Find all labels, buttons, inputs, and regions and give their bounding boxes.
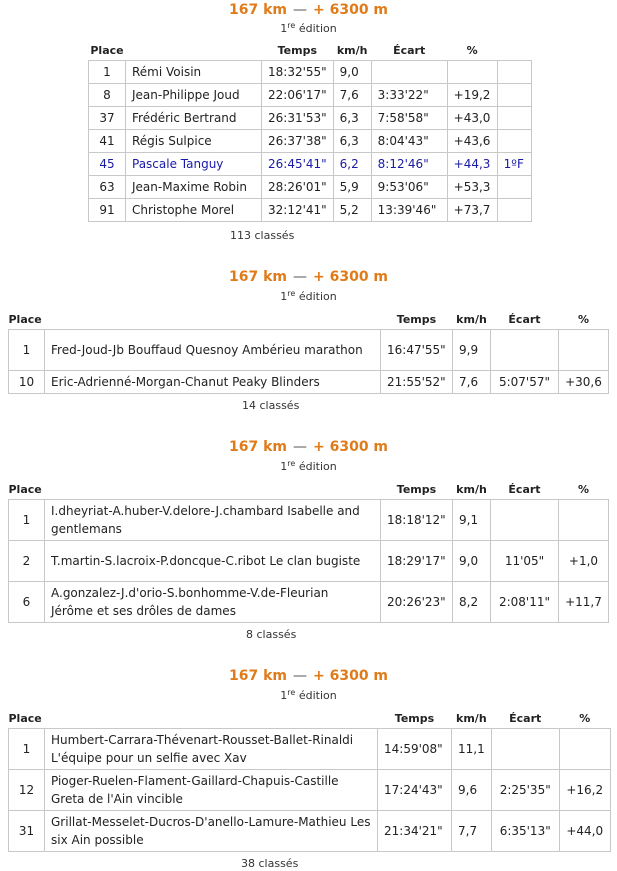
section-3-distance: 167 km (228, 439, 287, 455)
cell-name: Rémi Voisin (126, 61, 262, 84)
cell-kmh: 7,6 (453, 371, 491, 394)
section-4-edition-num: 1 (280, 689, 288, 702)
table-row (89, 130, 532, 153)
section-2-edition-sup: re (287, 289, 296, 298)
cell-extra (497, 130, 531, 153)
table-row (9, 729, 611, 770)
cell-pct (447, 61, 497, 84)
cell-kmh: 11,1 (452, 729, 492, 770)
table-row (89, 84, 532, 107)
cell-place: 31 (9, 811, 45, 852)
cell-kmh: 5,9 (333, 176, 371, 199)
header-temps: Temps (378, 708, 452, 729)
section-4-classified-count: 38 classés (241, 857, 299, 870)
header-ecart: Écart (491, 309, 559, 330)
table-row (9, 371, 609, 394)
cell-extra (497, 61, 531, 84)
section-4-edition (0, 689, 617, 703)
section-1-edition-num: 1 (280, 22, 288, 35)
cell-kmh: 9,9 (453, 330, 491, 371)
header-name (126, 40, 262, 61)
table-2-header-row (9, 309, 609, 330)
header-pct: % (447, 40, 497, 61)
section-1-distance: 167 km (228, 2, 287, 18)
cell-ecart: 3:33'22" (371, 84, 447, 107)
cell-temps: 17:24'43" (378, 770, 452, 811)
header-kmh: km/h (452, 708, 492, 729)
cell-kmh: 8,2 (453, 582, 491, 623)
cell-ecart: 9:53'06" (371, 176, 447, 199)
cell-extra (497, 176, 531, 199)
cell-ecart: 13:39'46" (371, 199, 447, 222)
table-row (9, 330, 609, 371)
section-4-edition-sup: re (287, 688, 296, 697)
header-place: Place (89, 40, 126, 61)
section-4-distance: 167 km (228, 668, 287, 684)
cell-extra (497, 107, 531, 130)
section-3-edition-num: 1 (280, 460, 288, 473)
cell-pct: +53,3 (447, 176, 497, 199)
section-1-title (0, 1, 617, 19)
header-kmh: km/h (453, 309, 491, 330)
section-2-distance: 167 km (228, 269, 287, 285)
cell-kmh: 9,0 (453, 541, 491, 582)
cell-ecart: 2:25'35" (491, 770, 559, 811)
section-2-dash: — (292, 269, 307, 285)
cell-ecart: 8:12'46" (371, 153, 447, 176)
cell-temps: 26:31'53" (262, 107, 334, 130)
section-3-classified-count: 8 classés (246, 628, 297, 641)
section-3-edition-sup: re (287, 459, 296, 468)
table-4-header-row (9, 708, 611, 729)
section-2-elevation: + 6300 m (312, 269, 389, 285)
section-1-dash: — (292, 2, 307, 18)
table-row (89, 199, 532, 222)
header-ecart: Écart (371, 40, 447, 61)
results-table-1 (88, 40, 532, 222)
header-place: Place (9, 708, 45, 729)
table-row-highlighted (89, 153, 532, 176)
header-place: Place (9, 309, 45, 330)
section-4-dash: — (292, 668, 307, 684)
cell-pct: +73,7 (447, 199, 497, 222)
header-name (45, 479, 381, 500)
cell-place: 1 (9, 330, 45, 371)
cell-temps: 18:32'55" (262, 61, 334, 84)
cell-name: Christophe Morel (126, 199, 262, 222)
header-temps: Temps (381, 309, 453, 330)
cell-name: T.martin-S.lacroix-P.doncque-C.ribot Le clan bugiste (45, 541, 381, 582)
header-pct: % (559, 309, 609, 330)
results-table-4 (8, 708, 611, 852)
cell-name: Grillat-Messelet-Ducros-D'anello-Lamure-Mathieu Les six Ain possible (45, 811, 378, 852)
cell-pct: +30,6 (559, 371, 609, 394)
cell-name: Fred-Joud-Jb Bouffaud Quesnoy Ambérieu marathon (45, 330, 381, 371)
cell-place: 45 (89, 153, 126, 176)
section-3-title (0, 438, 617, 456)
header-kmh: km/h (453, 479, 491, 500)
cell-kmh: 9,0 (333, 61, 371, 84)
cell-temps: 28:26'01" (262, 176, 334, 199)
section-2-title (0, 268, 617, 286)
cell-name: Jean-Philippe Joud (126, 84, 262, 107)
table-row (89, 61, 532, 84)
cell-name: A.gonzalez-J.d'orio-S.bonhomme-V.de-Fleurian Jérôme et ses drôles de dames (45, 582, 381, 623)
table-1-header-row (89, 40, 532, 61)
section-1-edition-word: édition (298, 22, 337, 35)
cell-kmh: 9,1 (453, 500, 491, 541)
cell-pct: +11,7 (559, 582, 609, 623)
cell-kmh: 6,2 (333, 153, 371, 176)
cell-name: Humbert-Carrara-Thévenart-Rousset-Ballet-Rinaldi L'équipe pour un selfie avec Xav (45, 729, 378, 770)
cell-temps: 26:45'41" (262, 153, 334, 176)
header-extra (497, 40, 531, 61)
header-place: Place (9, 479, 45, 500)
cell-place: 12 (9, 770, 45, 811)
cell-pct: +19,2 (447, 84, 497, 107)
cell-pct: +16,2 (559, 770, 610, 811)
cell-kmh: 5,2 (333, 199, 371, 222)
cell-kmh: 7,6 (333, 84, 371, 107)
cell-place: 1 (9, 500, 45, 541)
cell-temps: 21:55'52" (381, 371, 453, 394)
header-temps: Temps (381, 479, 453, 500)
cell-name: Régis Sulpice (126, 130, 262, 153)
cell-temps: 21:34'21" (378, 811, 452, 852)
cell-place: 41 (89, 130, 126, 153)
section-1-classified-count: 113 classés (230, 229, 295, 242)
cell-place: 2 (9, 541, 45, 582)
cell-ecart: 6:35'13" (491, 811, 559, 852)
cell-place: 1 (9, 729, 45, 770)
section-1-edition (0, 22, 617, 36)
cell-temps: 18:18'12" (381, 500, 453, 541)
cell-ecart: 7:58'58" (371, 107, 447, 130)
section-4-elevation: + 6300 m (312, 668, 389, 684)
table-row (9, 541, 609, 582)
header-ecart: Écart (491, 708, 559, 729)
cell-kmh: 9,6 (452, 770, 492, 811)
cell-place: 10 (9, 371, 45, 394)
section-3-elevation: + 6300 m (312, 439, 389, 455)
table-row (9, 811, 611, 852)
cell-extra (497, 84, 531, 107)
header-name (45, 309, 381, 330)
cell-extra (497, 199, 531, 222)
cell-ecart: 8:04'43" (371, 130, 447, 153)
cell-name: Eric-Adrienné-Morgan-Chanut Peaky Blinders (45, 371, 381, 394)
table-row (9, 500, 609, 541)
cell-kmh: 6,3 (333, 130, 371, 153)
cell-pct: +43,0 (447, 107, 497, 130)
section-1-elevation: + 6300 m (312, 2, 389, 18)
cell-place: 37 (89, 107, 126, 130)
cell-extra: 1ºF (497, 153, 531, 176)
cell-kmh: 6,3 (333, 107, 371, 130)
cell-place: 91 (89, 199, 126, 222)
table-row (89, 176, 532, 199)
cell-name: Jean-Maxime Robin (126, 176, 262, 199)
cell-place: 6 (9, 582, 45, 623)
table-row (89, 107, 532, 130)
table-3-header-row (9, 479, 609, 500)
header-kmh: km/h (333, 40, 371, 61)
cell-pct: +1,0 (559, 541, 609, 582)
cell-ecart: 11'05" (491, 541, 559, 582)
cell-temps: 32:12'41" (262, 199, 334, 222)
section-4-title (0, 667, 617, 685)
cell-pct: +44,0 (559, 811, 610, 852)
section-3-edition (0, 460, 617, 474)
cell-place: 1 (89, 61, 126, 84)
cell-temps: 18:29'17" (381, 541, 453, 582)
section-3-dash: — (292, 439, 307, 455)
header-temps: Temps (262, 40, 334, 61)
cell-temps: 22:06'17" (262, 84, 334, 107)
cell-ecart: 2:08'11" (491, 582, 559, 623)
cell-ecart (491, 500, 559, 541)
section-1-edition-sup: re (287, 21, 296, 30)
section-2-edition-word: édition (298, 290, 337, 303)
cell-ecart (371, 61, 447, 84)
results-table-2 (8, 309, 609, 394)
section-3-edition-word: édition (298, 460, 337, 473)
header-ecart: Écart (491, 479, 559, 500)
cell-name: Pascale Tanguy (126, 153, 262, 176)
section-2-edition-num: 1 (280, 290, 288, 303)
cell-ecart: 5:07'57" (491, 371, 559, 394)
cell-name: Pioger-Ruelen-Flament-Gaillard-Chapuis-Castille Greta de l'Ain vincible (45, 770, 378, 811)
cell-pct (559, 729, 610, 770)
cell-ecart (491, 330, 559, 371)
header-pct: % (559, 479, 609, 500)
cell-temps: 26:37'38" (262, 130, 334, 153)
cell-name: I.dheyriat-A.huber-V.delore-J.chambard Isabelle and gentlemans (45, 500, 381, 541)
cell-pct: +44,3 (447, 153, 497, 176)
header-pct: % (559, 708, 610, 729)
section-2-classified-count: 14 classés (242, 399, 300, 412)
cell-temps: 20:26'23" (381, 582, 453, 623)
results-table-3 (8, 479, 609, 623)
header-name (45, 708, 378, 729)
section-2-edition (0, 290, 617, 304)
cell-temps: 14:59'08" (378, 729, 452, 770)
cell-pct (559, 500, 609, 541)
table-row (9, 582, 609, 623)
cell-place: 63 (89, 176, 126, 199)
cell-name: Frédéric Bertrand (126, 107, 262, 130)
cell-kmh: 7,7 (452, 811, 492, 852)
cell-ecart (491, 729, 559, 770)
cell-pct: +43,6 (447, 130, 497, 153)
cell-temps: 16:47'55" (381, 330, 453, 371)
section-4-edition-word: édition (298, 689, 337, 702)
cell-place: 8 (89, 84, 126, 107)
cell-pct (559, 330, 609, 371)
table-row (9, 770, 611, 811)
